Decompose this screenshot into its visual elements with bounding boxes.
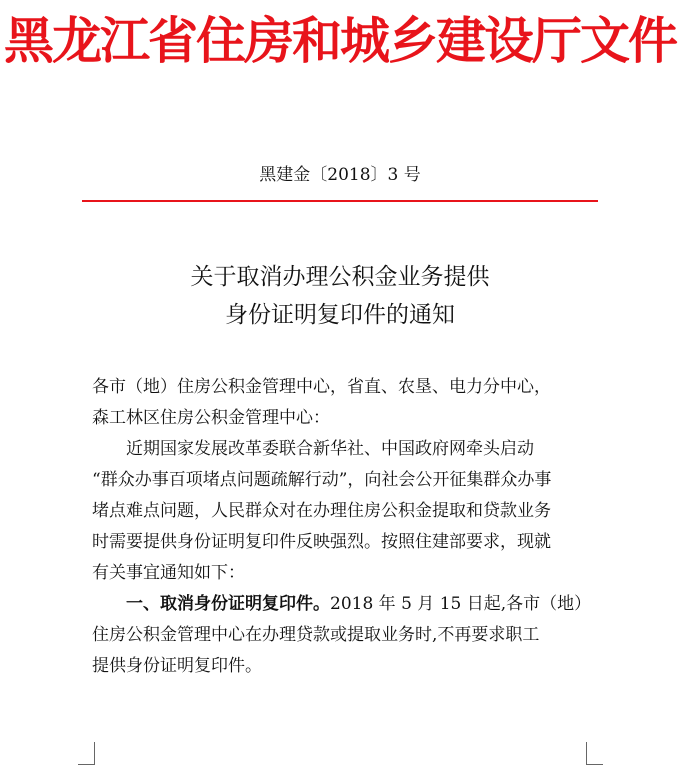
paragraph-1-line-4: 时需要提供身份证明复印件反映强烈。按照住建部要求，现就 [92, 532, 551, 552]
paragraph-1-line-2: “群众办事百项堵点问题疏解行动”，向社会公开征集群众办事 [92, 470, 552, 490]
item-1-line-1-text: 2018 年 5 月 15 日起,各市（地） [330, 594, 592, 614]
document-number: 黑建金〔2018〕3 号 [259, 165, 421, 185]
red-separator-rule [82, 200, 598, 202]
notice-title-line-2: 身份证明复印件的通知 [225, 302, 455, 328]
document-header-title: 黑龙江省住房和城乡建设厅文件 [4, 12, 676, 70]
paragraph-1-line-3: 堵点难点问题，人民群众对在办理住房公积金提取和贷款业务 [92, 501, 551, 521]
page-corner-mark-right [586, 742, 603, 765]
paragraph-1-line-5: 有关事宜通知如下： [92, 563, 245, 583]
item-1-line-3: 提供身份证明复印件。 [92, 656, 262, 676]
notice-title-line-1: 关于取消办理公积金业务提供 [190, 264, 490, 290]
addressee-line-1: 各市（地）住房公积金管理中心，省直、农垦、电力分中心， [92, 377, 551, 397]
paragraph-1-line-1: 近期国家发展改革委联合新华社、中国政府网牵头启动 [126, 439, 534, 459]
notice-title [0, 258, 680, 334]
item-1-line-2: 住房公积金管理中心在办理贷款或提取业务时,不再要求职工 [92, 625, 540, 645]
page-corner-mark-left [78, 742, 95, 765]
item-1-heading: 一、取消身份证明复印件。 [126, 594, 330, 614]
addressee-line-2: 森工林区住房公积金管理中心： [92, 408, 330, 428]
item-1-line-1 [92, 589, 592, 620]
notice-body [92, 372, 592, 682]
